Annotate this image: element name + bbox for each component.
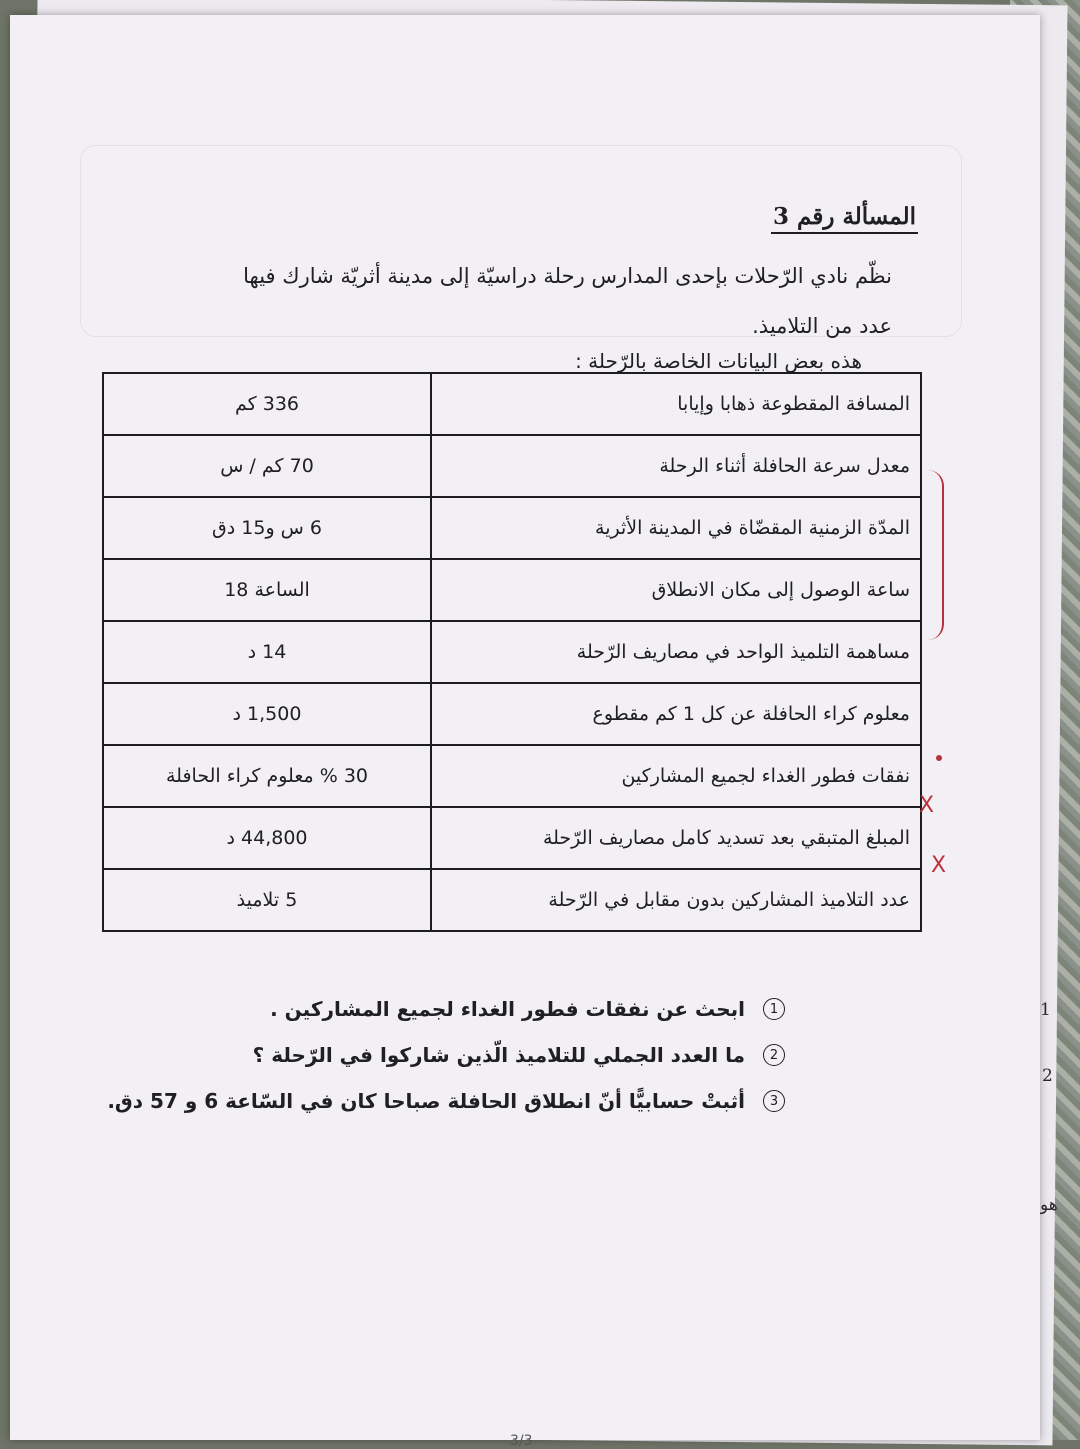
row-value: 6 س و15 دق — [103, 497, 431, 559]
table-row — [103, 869, 921, 931]
row-value: 5 تلاميذ — [103, 869, 431, 931]
row-value: 14 د — [103, 621, 431, 683]
row-value: الساعة 18 — [103, 559, 431, 621]
question-item — [85, 1043, 785, 1067]
red-x-mark: X — [931, 853, 947, 878]
question-text: أثبتْ حسابيًّا أنّ انطلاق الحافلة صباحا كان في السّاعة 6 و 57 دق. — [107, 1089, 745, 1113]
problem-heading: المسألة رقم 3 — [771, 203, 918, 234]
row-value: 1,500 د — [103, 683, 431, 745]
trip-data-table — [102, 372, 922, 932]
edge-number-2: 2 — [1042, 1066, 1053, 1086]
table-row — [103, 621, 921, 683]
question-number: 3 — [763, 1090, 785, 1112]
question-text: ما العدد الجملي للتلاميذ الّذين شاركوا في الرّحلة ؟ — [252, 1043, 745, 1067]
row-label: معلوم كراء الحافلة عن كل 1 كم مقطوع — [431, 683, 921, 745]
exam-page — [10, 15, 1040, 1449]
table-row — [103, 745, 921, 807]
statement-line-1: نظّم نادي الرّحلات بإحدى المدارس رحلة دراسيّة إلى مدينة أثريّة شارك فيها — [243, 264, 892, 288]
red-pen-bracket — [928, 470, 944, 640]
row-label: ساعة الوصول إلى مكان الانطلاق — [431, 559, 921, 621]
question-list — [85, 997, 785, 1135]
question-text: ابحث عن نفقات فطور الغداء لجميع المشاركين . — [270, 997, 745, 1021]
question-number: 1 — [763, 998, 785, 1020]
row-value: 336 كم — [103, 373, 431, 435]
red-pen-dot — [936, 755, 942, 761]
row-label: المدّة الزمنية المقضّاة في المدينة الأثرية — [431, 497, 921, 559]
question-number: 2 — [763, 1044, 785, 1066]
red-x-mark: X — [919, 793, 935, 818]
table-row — [103, 373, 921, 435]
statement-line-2: عدد من التلاميذ. — [752, 314, 892, 338]
row-value: 44,800 د — [103, 807, 431, 869]
row-value: 30 % معلوم كراء الحافلة — [103, 745, 431, 807]
data-intro: هذه بعض البيانات الخاصة بالرّحلة : — [575, 349, 862, 373]
table-row — [103, 683, 921, 745]
row-label: معدل سرعة الحافلة أثناء الرحلة — [431, 435, 921, 497]
row-label: عدد التلاميذ المشاركين بدون مقابل في الرّحلة — [431, 869, 921, 931]
problem-statement — [132, 251, 892, 351]
table-row — [103, 497, 921, 559]
table-row — [103, 559, 921, 621]
edge-word: هو — [1040, 1195, 1058, 1215]
edge-number-1: 1 — [1040, 1000, 1051, 1020]
page-number: 3/3 — [510, 1433, 533, 1449]
row-label: مساهمة التلميذ الواحد في مصاريف الرّحلة — [431, 621, 921, 683]
table-row — [103, 435, 921, 497]
row-label: نفقات فطور الغداء لجميع المشاركين — [431, 745, 921, 807]
question-item — [85, 1089, 785, 1113]
row-value: 70 كم / س — [103, 435, 431, 497]
row-label: المسافة المقطوعة ذهابا وإيابا — [431, 373, 921, 435]
row-label: المبلغ المتبقي بعد تسديد كامل مصاريف الرّحلة — [431, 807, 921, 869]
table-row — [103, 807, 921, 869]
question-item — [85, 997, 785, 1021]
